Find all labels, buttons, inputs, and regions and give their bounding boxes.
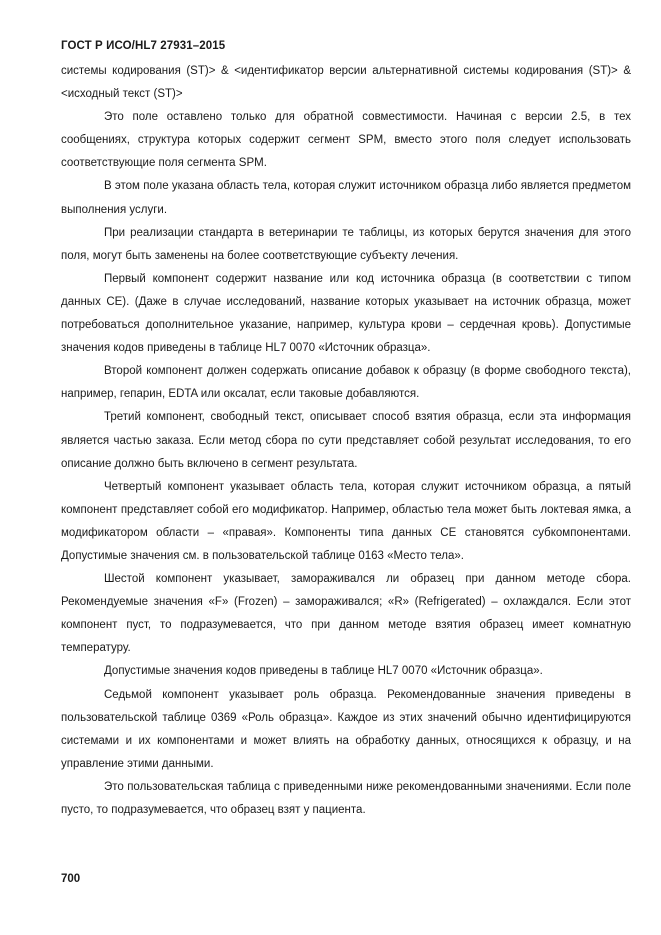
paragraph: Это пользовательская таблица с приведенными ниже рекомендованными значениями. Если поле пусто, то подразумевается, что образец взят у пациента. (61, 780, 631, 816)
paragraph: Шестой компонент указывает, замораживался ли образец при данном методе сбора. Рекомендуемые значения «F» (Frozen) – замораживался; «R» (Refrigerated) – охлаждался. Если этот компонент пуст, то подразумевается, что при данном методе взятия образец имеет комнатную температуру. (61, 573, 631, 655)
paragraph: Седьмой компонент указывает роль образца. Рекомендованные значения приведены в пользовательской таблице 0369 «Роль образца». Каждое из этих значений обычно идентифицируются системами и их компонентами и может влиять на обработку данных, относящихся к образцу, и на управление этими данными. (61, 688, 631, 770)
document-body (61, 60, 631, 822)
page-number: 700 (61, 873, 81, 885)
paragraph-continuation: системы кодирования (ST)> & <идентификатор версии альтернативной системы кодирования (ST)> & <исходный текст (ST)> (61, 65, 631, 101)
paragraph: Допустимые значения кодов приведены в таблице HL7 0070 «Источник образца». (104, 665, 543, 678)
page-header-standard-title: ГОСТ Р ИСО/HL7 27931–2015 (61, 40, 226, 52)
paragraph: Второй компонент должен содержать описание добавок к образцу (в форме свободного текста), например, гепарин, EDTA или оксалат, если таковые добавляются. (61, 365, 631, 401)
paragraph: Четвертый компонент указывает область тела, которая служит источником образца, а пятый компонент представляет собой его модификатор. Например, областью тела может быть локтевая ямка, а модификатором области – «правая». Компоненты типа данных CE становятся субкомпонентами. Допустимые значения см. в пользовательской таблице 0163 «Место тела». (61, 480, 631, 562)
paragraph: При реализации стандарта в ветеринарии те таблицы, из которых берутся значения для этого поля, могут быть заменены на более соответствующие субъекту лечения. (61, 226, 631, 262)
paragraph: Это поле оставлено только для обратной совместимости. Начиная с версии 2.5, в тех сообщениях, структура которых содержит сегмент SPM, вместо этого поля следует использовать соответствующие поля сегмента SPM. (61, 111, 631, 170)
paragraph: Третий компонент, свободный текст, описывает способ взятия образца, если эта информация является частью заказа. Если метод сбора по сути представляет собой результат исследования, то его описание должно быть включено в сегмент результата. (61, 411, 631, 470)
paragraph: Первый компонент содержит название или код источника образца (в соответствии с типом данных CE). (Даже в случае исследований, название которых указывает на источник образца, может потребоваться дополнительное указание, например, культура крови – сердечная кровь). Допустимые значения кодов приведены в таблице HL7 0070 «Источник образца». (61, 272, 631, 355)
paragraph: В этом поле указана область тела, которая служит источником образца либо является предметом выполнения услуги. (61, 180, 631, 216)
